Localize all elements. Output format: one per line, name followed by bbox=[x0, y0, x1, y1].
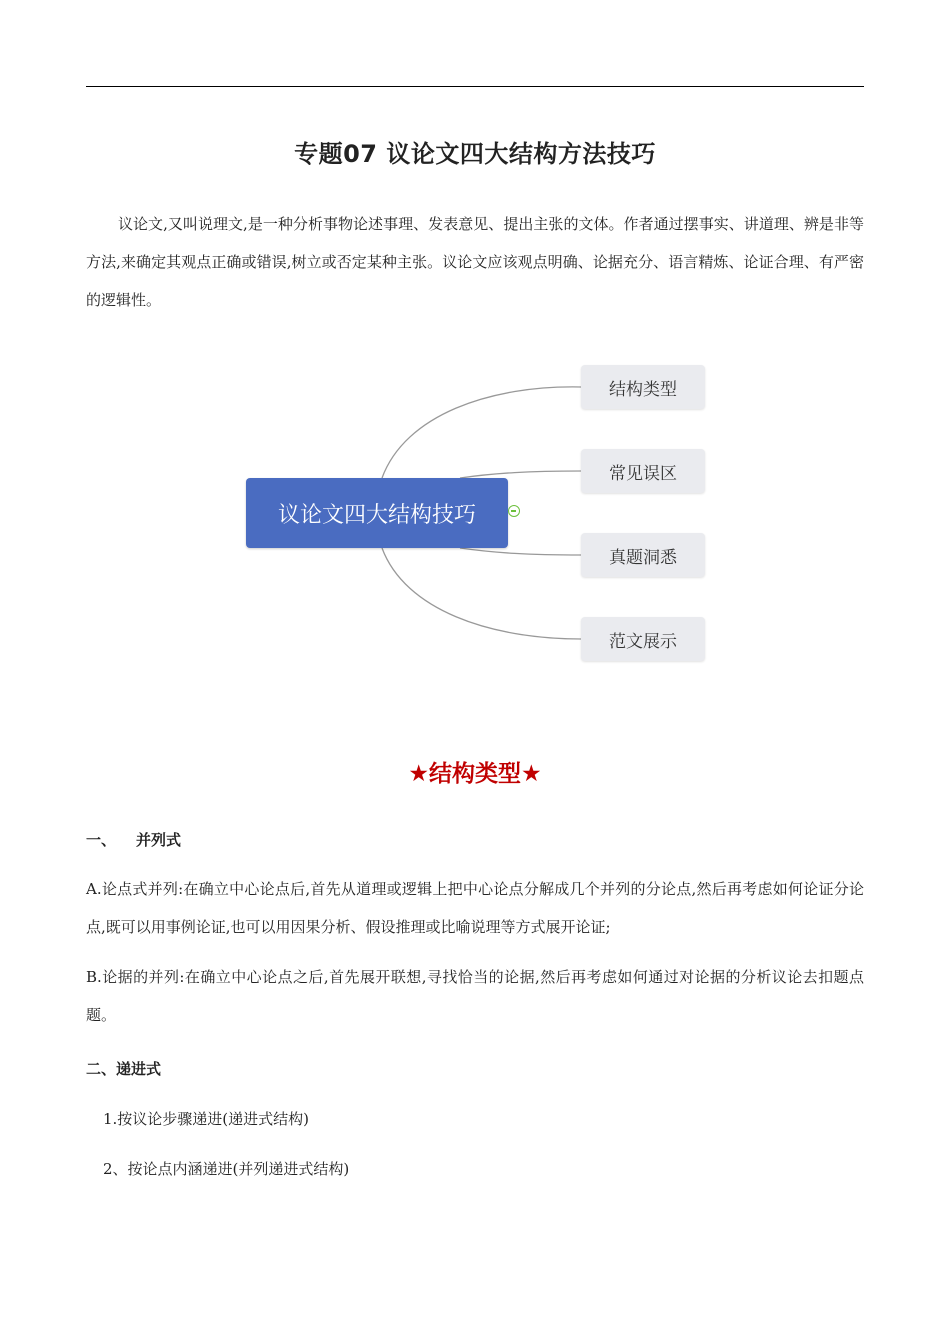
section-heading: ★结构类型★ bbox=[408, 761, 542, 787]
connector-structure-types bbox=[382, 387, 581, 478]
subsection-title: 并列式 bbox=[136, 831, 182, 849]
mind-map-node-common-mistakes[interactable]: 常见误区 bbox=[581, 449, 705, 493]
header-rule bbox=[86, 86, 864, 87]
collapse-icon[interactable] bbox=[508, 505, 520, 517]
intro-paragraph: 议论文,又叫说理文,是一种分析事物论述事理、发表意见、提出主张的文体。作者通过摆事实、讲道理、辨是非等方法,来确定其观点正确或错误,树立或否定某种主张。议论文应该观点明确、论据充分、语言精炼、论证合理、有严密的逻辑性。 bbox=[86, 215, 864, 309]
subsection-heading-progressive: 二、递进式 bbox=[86, 1060, 162, 1078]
connector-common-mistakes bbox=[460, 471, 581, 478]
list-item: 1.按议论步骤递进(递进式结构) bbox=[103, 1110, 310, 1128]
mind-map bbox=[230, 355, 730, 675]
mind-map-center-node[interactable]: 议论文四大结构技巧 bbox=[246, 478, 508, 548]
mind-map-node-sample-essays[interactable]: 范文展示 bbox=[581, 617, 705, 661]
subsection-number: 一、 bbox=[86, 831, 117, 849]
subsection-heading-parallel bbox=[86, 829, 181, 850]
list-item: 2、按论点内涵递进(并列递进式结构) bbox=[103, 1160, 350, 1178]
mind-map-node-exam-insight[interactable]: 真题洞悉 bbox=[581, 533, 705, 577]
document-title: 专题07 议论文四大结构方法技巧 bbox=[294, 140, 656, 168]
connector-exam-insight bbox=[460, 548, 581, 555]
paragraph-evidence-parallel: B.论据的并列:在确立中心论点之后,首先展开联想,寻找恰当的论据,然后再考虑如何通过对论据的分析议论去扣题点题。 bbox=[86, 968, 864, 1024]
connector-sample-essays bbox=[382, 548, 581, 639]
paragraph-point-parallel: A.论点式并列:在确立中心论点后,首先从道理或逻辑上把中心论点分解成几个并列的分论点,然后再考虑如何论证分论点,既可以用事例论证,也可以用因果分析、假设推理或比喻说理等方式展开论证; bbox=[86, 880, 864, 936]
mind-map-node-structure-types[interactable]: 结构类型 bbox=[581, 365, 705, 409]
